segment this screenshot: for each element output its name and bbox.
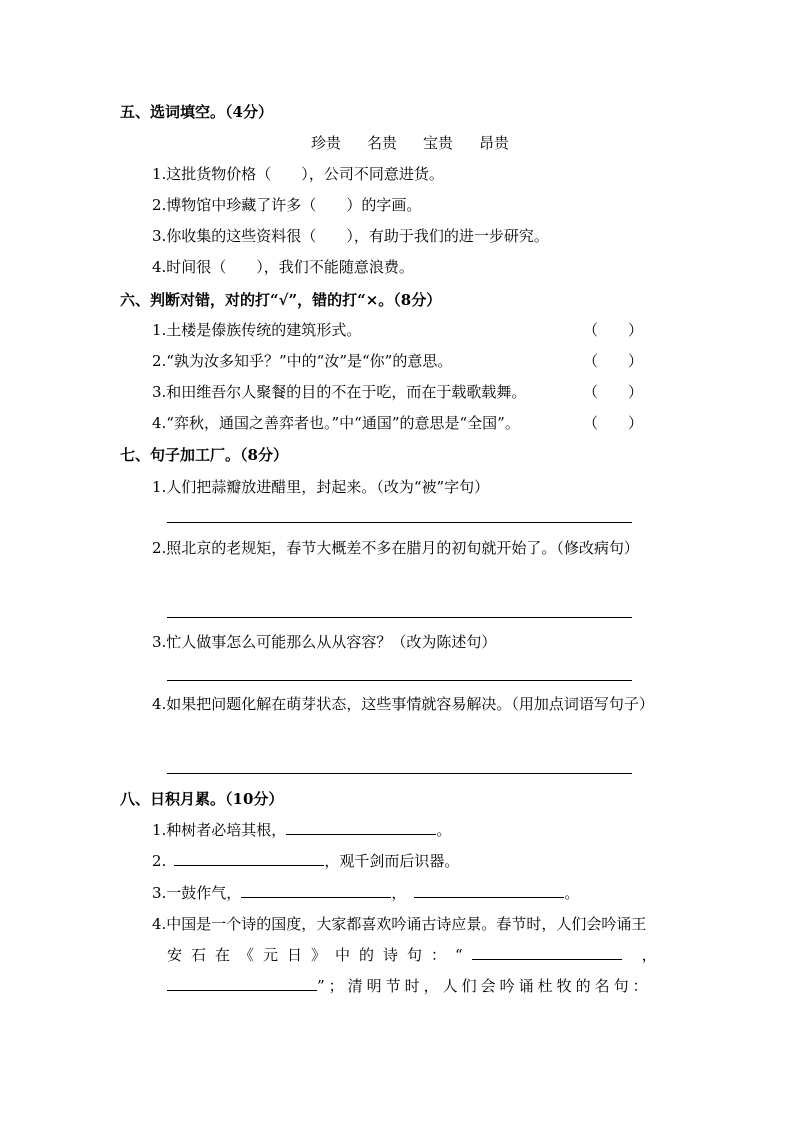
fill-item-2: [152, 851, 459, 871]
rewrite-item: 3.忙人做事怎么可能那么从从容容？（改为陈述句）: [152, 633, 497, 651]
fill-blank[interactable]: [167, 976, 317, 991]
fill-text: 。: [436, 821, 452, 839]
answer-line[interactable]: [167, 773, 632, 774]
rewrite-item: 1.人们把蒜瓣放进醋里，封起来。（改为“被”字句）: [152, 478, 490, 496]
section-8-heading: 八、日积月累。（10分）: [120, 790, 284, 808]
fill-text: 1.种树者必培其根，: [152, 821, 287, 839]
fill-blank[interactable]: [472, 945, 622, 960]
fill-text: ，: [391, 884, 407, 902]
fill-blank[interactable]: [241, 883, 391, 898]
word-bank-item: 宝贵: [423, 134, 454, 152]
fill-text: ，: [641, 946, 657, 964]
judge-item: 4.“弈秋，通国之善弈者也。”中“通国”的意思是“全国”。: [152, 414, 520, 432]
question-item: 1.这批货物价格（ ），公司不同意进货。: [152, 165, 444, 183]
question-item: 2.博物馆中珍藏了许多（ ）的字画。: [152, 196, 422, 214]
fill-text: 。: [564, 884, 580, 902]
fill-blank[interactable]: [414, 883, 564, 898]
judge-item: 3.和田维吾尔人聚餐的目的不在于吃，而在于载歌载舞。: [152, 383, 527, 401]
fill-blank[interactable]: [174, 851, 324, 866]
answer-line[interactable]: [167, 680, 632, 681]
question-item: 4.时间很（ ），我们不能随意浪费。: [152, 258, 414, 276]
fill-text: 3.一鼓作气，: [152, 884, 242, 902]
answer-line[interactable]: [167, 522, 632, 523]
answer-parens[interactable]: （ ）: [583, 414, 644, 432]
word-bank-item: 名贵: [367, 134, 398, 152]
section-5-heading: 五、选词填空。（4分）: [120, 103, 273, 121]
fill-text: 2.: [152, 852, 167, 870]
fill-text: ，观千剑而后识器。: [324, 852, 460, 870]
section-6-heading: 六、判断对错，对的打“√”，错的打“×。（8分）: [120, 291, 442, 309]
word-bank-item: 珍贵: [311, 134, 342, 152]
fill-item-1: [152, 820, 451, 840]
judge-item: 2.“孰为汝多知乎？”中的“汝”是“你”的意思。: [152, 352, 453, 370]
answer-line[interactable]: [167, 617, 632, 618]
fill-blank[interactable]: [286, 820, 436, 835]
rewrite-item: 2.照北京的老规矩，春节大概差不多在腊月的初旬就开始了。（修改病句）: [152, 539, 639, 557]
answer-parens[interactable]: （ ）: [583, 352, 644, 370]
answer-parens[interactable]: （ ）: [583, 383, 644, 401]
fill-item-4-line3: [167, 976, 652, 996]
fill-text: 安石在《元日》中的诗句：“: [167, 946, 472, 964]
fill-item-3: [152, 883, 579, 903]
section-7-heading: 七、句子加工厂。（8分）: [120, 446, 288, 464]
fill-item-4-line1: 4.中国是一个诗的国度，大家都喜欢吟诵古诗应景。春节时，人们会吟诵王: [152, 915, 647, 933]
rewrite-item: 4.如果把问题化解在萌芽状态，这些事情就容易解决。（用加点词语写句子）: [152, 695, 654, 713]
question-item: 3.你收集的这些资料很（ ），有助于我们的进一步研究。: [152, 227, 549, 245]
fill-text: ”；清明节时，人们会吟诵杜牧的名句：: [317, 977, 652, 995]
judge-item: 1.土楼是傣族传统的建筑形式。: [152, 321, 362, 339]
fill-item-4-line2: [167, 945, 657, 965]
word-bank: [311, 133, 535, 153]
word-bank-item: 昂贵: [479, 134, 510, 152]
answer-parens[interactable]: （ ）: [583, 321, 644, 339]
